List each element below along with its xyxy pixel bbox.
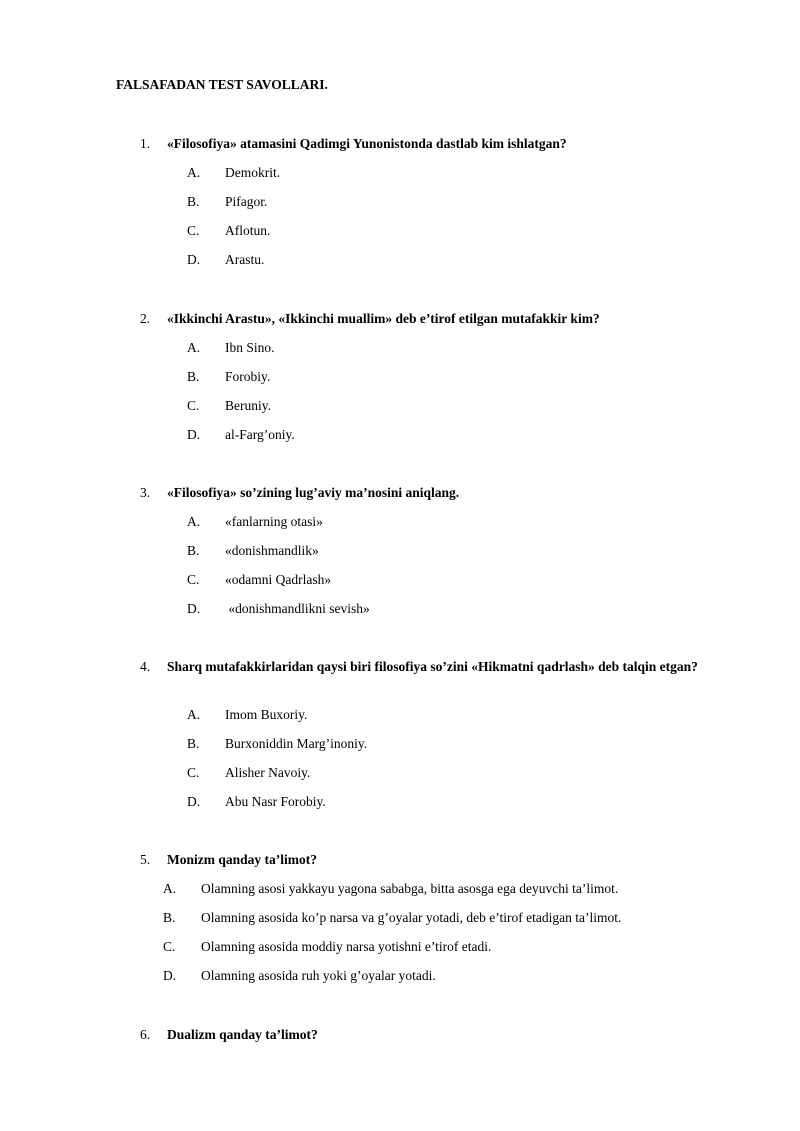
option-letter: D.	[187, 252, 201, 267]
option-letter: A.	[187, 340, 201, 355]
question-number: 2.	[140, 311, 151, 326]
option-text: Arastu.	[225, 252, 265, 267]
question-number: 4.	[140, 659, 151, 674]
option-letter: C.	[187, 572, 200, 587]
question-3	[140, 483, 740, 502]
option-letter: C.	[187, 398, 200, 413]
option-text: Olamning asosi yakkayu yagona sababga, bitta asosga ega deyuvchi ta’limot.	[201, 881, 619, 896]
option-letter: A.	[187, 165, 201, 180]
option-text: Imom Buxoriy.	[225, 707, 308, 722]
option-text: Burxoniddin Marg’inoniy.	[225, 736, 368, 751]
option-letter: B.	[187, 736, 200, 751]
question-2	[140, 309, 740, 328]
option-text: al-Farg’oniy.	[225, 427, 295, 442]
question-text: «Filosofiya» atamasini Qadimgi Yunonistonda dastlab kim ishlatgan?	[167, 136, 567, 151]
option-letter: C.	[187, 223, 200, 238]
question-text: Dualizm qanday ta’limot?	[167, 1027, 318, 1042]
option-letter: A.	[187, 514, 201, 529]
question-5	[140, 850, 740, 869]
option-text: «fanlarning otasi»	[225, 514, 323, 529]
option-letter: C.	[187, 765, 200, 780]
option-text: «odamni Qadrlash»	[225, 572, 332, 587]
document-title: FALSAFADAN TEST SAVOLLARI.	[116, 77, 328, 92]
option-letter: D.	[163, 968, 177, 983]
option-text: Olamning asosida moddiy narsa yotishni e’tirof etadi.	[201, 939, 492, 954]
question-number: 5.	[140, 852, 151, 867]
option-text: Olamning asosida ruh yoki g’oyalar yotadi.	[201, 968, 436, 983]
option-letter: B.	[163, 910, 176, 925]
option-letter: A.	[187, 707, 201, 722]
question-text: Monizm qanday ta’limot?	[167, 852, 317, 867]
option-text: Forobiy.	[225, 369, 271, 384]
question-4	[140, 657, 710, 676]
option-letter: C.	[163, 939, 176, 954]
option-text: Abu Nasr Forobiy.	[225, 794, 326, 809]
question-number: 1.	[140, 136, 151, 151]
option-letter: D.	[187, 794, 201, 809]
option-letter: B.	[187, 194, 200, 209]
option-text: «donishmandlik»	[225, 543, 319, 558]
option-text: Ibn Sino.	[225, 340, 275, 355]
option-text: Pifagor.	[225, 194, 268, 209]
question-1	[140, 134, 740, 153]
option-letter: A.	[163, 881, 177, 896]
question-text: Sharq mutafakkirlaridan qaysi biri filosofiya so’zini «Hikmatni qadrlash» deb talqin etgan?	[167, 659, 698, 674]
option-text: Demokrit.	[225, 165, 281, 180]
question-number: 6.	[140, 1027, 151, 1042]
question-text: «Filosofiya» so’zining lug’aviy ma’nosini aniqlang.	[167, 485, 460, 500]
option-letter: D.	[187, 427, 201, 442]
question-number: 3.	[140, 485, 151, 500]
option-text: Beruniy.	[225, 398, 271, 413]
option-letter: B.	[187, 369, 200, 384]
option-letter: D.	[187, 601, 201, 616]
option-text: Aflotun.	[225, 223, 271, 238]
question-6	[140, 1025, 740, 1044]
option-text: «donishmandlikni sevish»	[225, 601, 370, 616]
option-text: Olamning asosida ko’p narsa va g’oyalar yotadi, deb e’tirof etadigan ta’limot.	[201, 910, 622, 925]
option-letter: B.	[187, 543, 200, 558]
question-text: «Ikkinchi Arastu», «Ikkinchi muallim» deb e’tirof etilgan mutafakkir kim?	[167, 311, 600, 326]
option-text: Alisher Navoiy.	[225, 765, 311, 780]
